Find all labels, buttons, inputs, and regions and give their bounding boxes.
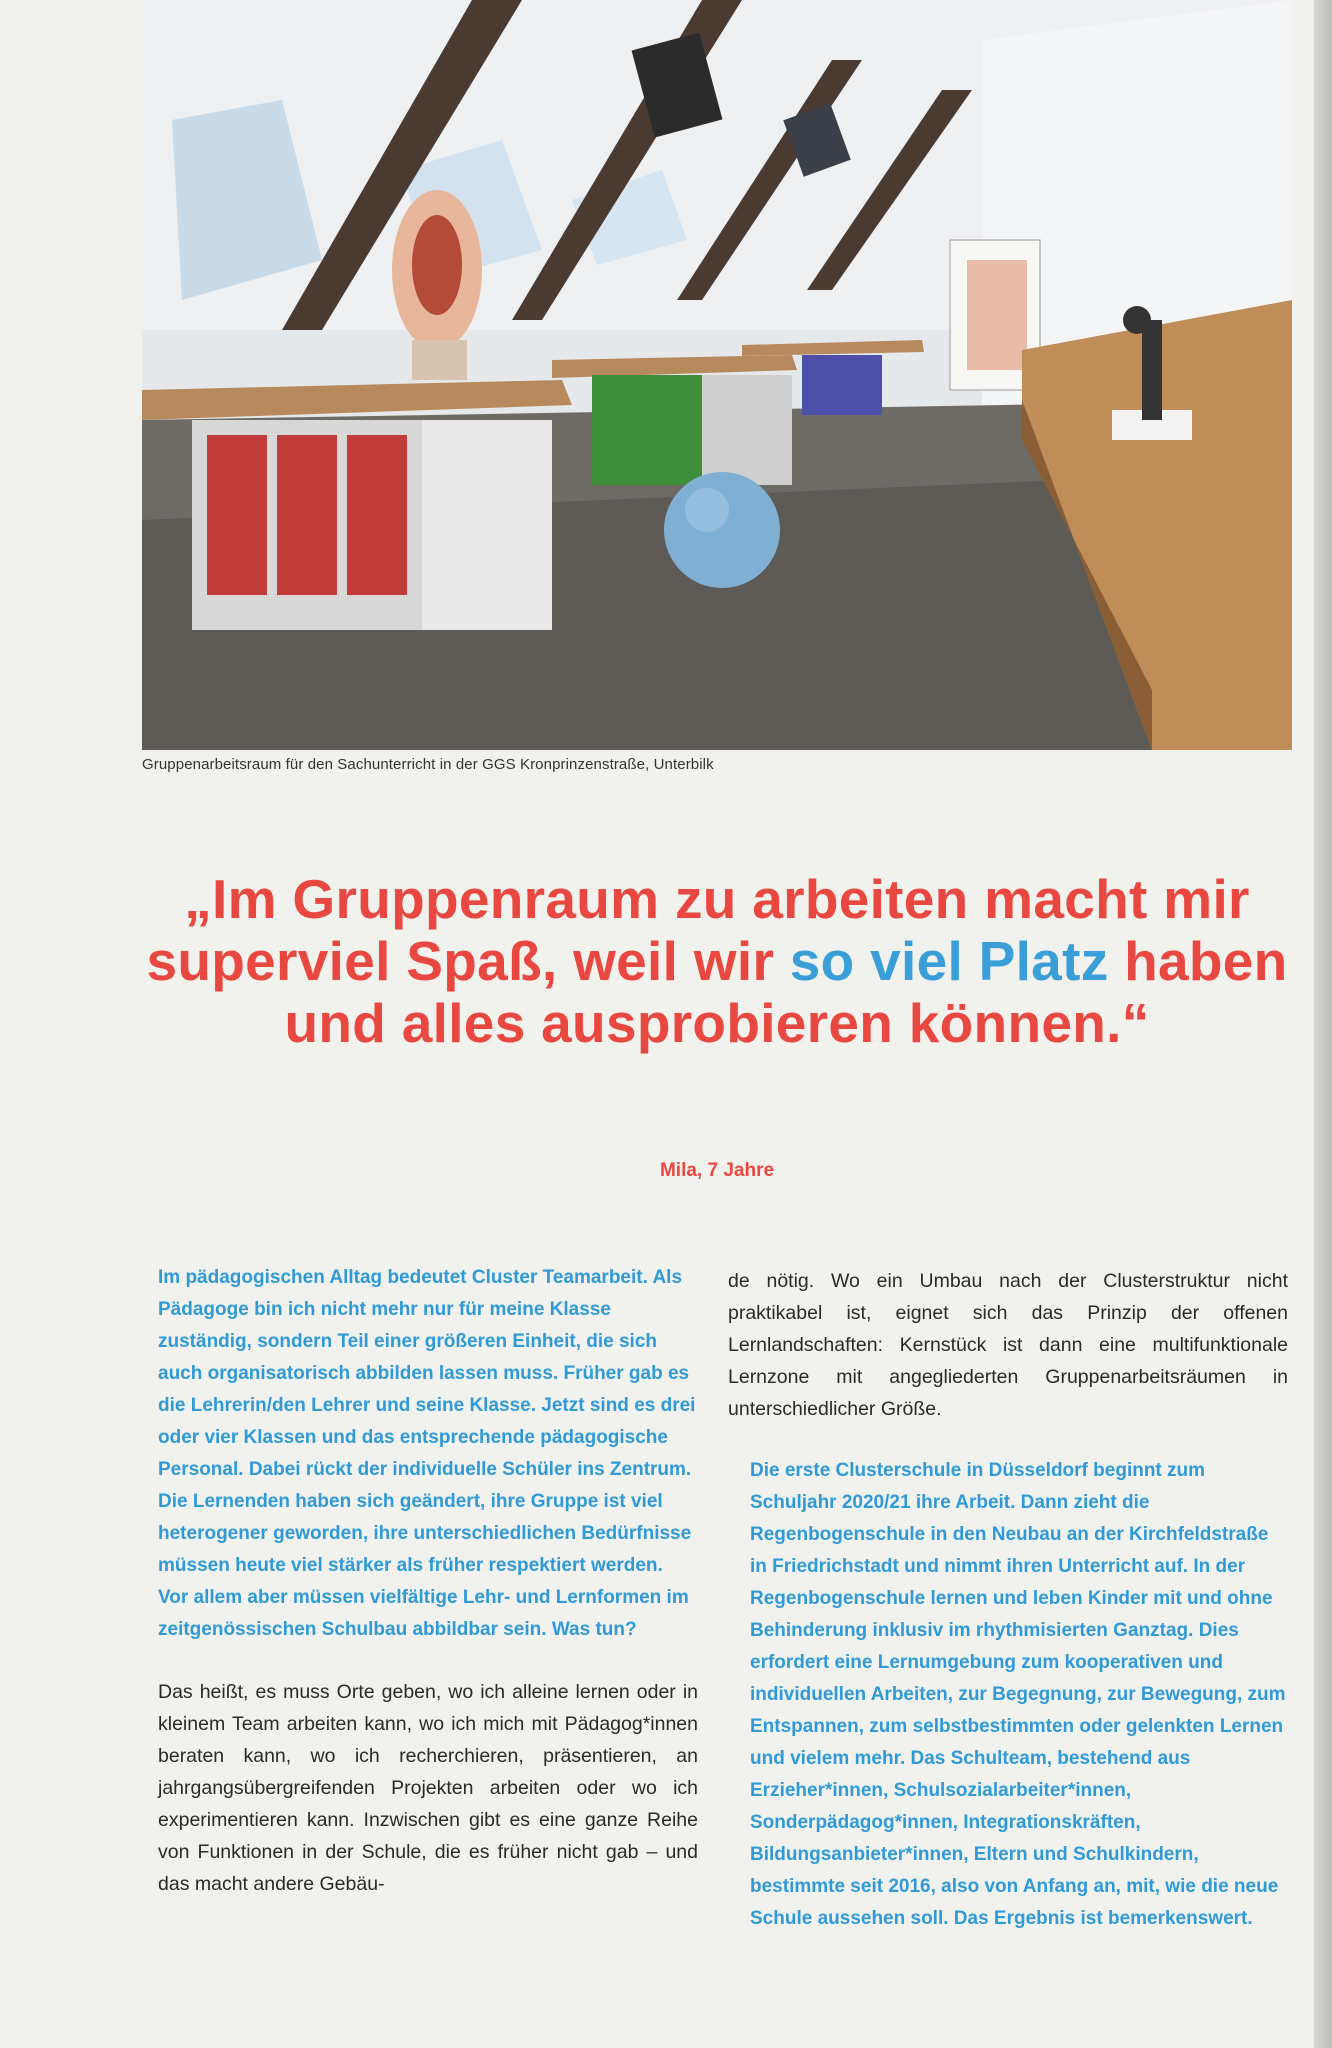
- photo-caption: Gruppenarbeitsraum für den Sachunterricht in der GGS Kronprinzenstraße, Unterbilk: [142, 756, 714, 773]
- intro-paragraph: Im pädagogischen Alltag bedeutet Cluster Teamarbeit. Als Pädagoge bin ich nicht mehr nur für meine Klasse zuständig, sondern Teil einer größeren Einheit, die sich auch organisatorisch abbilden lassen muss. Früher gab es die Lehrerin/den Lehrer und seine Klasse. Jetzt sind es drei oder vier Klassen und das entsprechende pädagogische Personal. Dabei rückt der individuelle Schüler ins Zentrum. Die Lernenden haben sich geändert, ihre Gruppe ist viel heterogener geworden, ihre unterschiedlichen Bedürfnisse müssen heute viel stärker als früher respektiert werden. Vor allem aber müssen vielfältige Lehr- und Lernformen im zeitgenössischen Schulbau abbildbar sein. Was tun?: [158, 1267, 696, 1640]
- page-edge: [1314, 0, 1332, 2048]
- quote-text-end: haben und alles ausprobieren können.“: [284, 930, 1288, 1054]
- quote-author: Mila, 7 Jahre: [659, 1160, 775, 1181]
- body-paragraph-continued: de nötig. Wo ein Umbau nach der Clusterstruktur nicht praktikabel ist, eignet sich das Prinzip der offenen Lernlandschaften: Kernstück ist dann eine multifunktionale Lernzone mit angegliederten Gruppenarbeitsräumen in unterschiedlicher Größe.: [728, 1270, 1288, 1420]
- body-paragraph: Das heißt, es muss Orte geben, wo ich alleine lernen oder in kleinem Team arbeiten kann, wo ich mich mit Pädagog*innen beraten kann, wo ich recherchieren, präsentieren, an jahrgangsübergreifenden Projekten arbeiten oder wo ich experimentieren kann. Inzwischen gibt es eine ganze Reihe von Funktionen in der Schule, die es früher nicht gab – und das macht andere Gebäu-: [158, 1681, 698, 1895]
- classroom-photo: [142, 0, 1292, 750]
- highlight-paragraph: Die erste Clusterschule in Düsseldorf beginnt zum Schuljahr 2020/21 ihre Arbeit. Dann zieht die Regenbogenschule in den Neubau an der Kirchfeldstraße in Friedrichstadt und nimmt ihren Unterricht auf. In der Regenbogenschule lernen und leben Kinder mit und ohne Behinderung inklusiv im rhythmisierten Ganztag. Dies erfordert eine Lernumgebung zum kooperativen und individuellen Arbeiten, zur Begegnung, zur Bewegung, zum Entspannen, zum selbstbestimmten oder gelenkten Lernen und vielem mehr. Das Schulteam, bestehend aus Erzieher*innen, Schulsozialarbeiter*innen, Sonderpädagog*innen, Integrationskräften, Bildungsanbieter*innen, Eltern und Schulkindern, bestimmte seit 2016, also von Anfang an, mit, wie die neue Schule aussehen soll. Das Ergebnis ist bemerkenswert.: [750, 1460, 1286, 1929]
- classroom-illustration: [142, 0, 1292, 750]
- pull-quote: [142, 868, 1292, 1054]
- quote-text-start: „Im Gruppenraum zu arbeiten macht mir superviel Spaß, weil wir: [146, 868, 1250, 992]
- quote-highlight: so viel Platz: [789, 930, 1109, 992]
- left-column: [158, 1262, 698, 1900]
- right-column: [728, 1265, 1288, 1935]
